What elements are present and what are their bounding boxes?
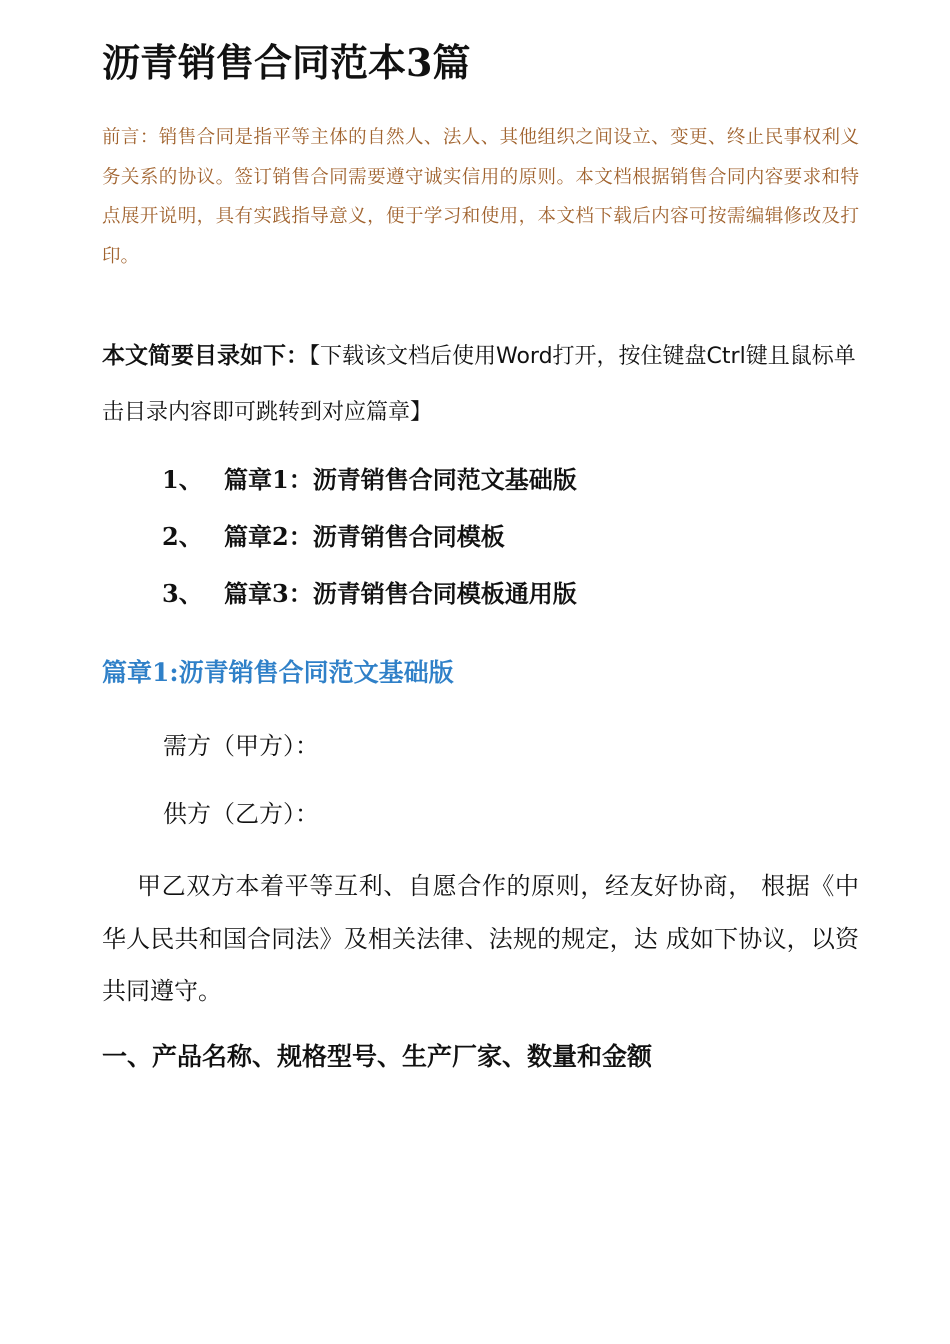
document-title: 沥青销售合同范本3篇 xyxy=(102,40,471,85)
toc-item-2[interactable] xyxy=(162,513,577,570)
toc-item-number: 1、 xyxy=(162,465,203,494)
toc-item-number: 3、 xyxy=(162,579,203,608)
toc-item-1[interactable] xyxy=(162,456,577,513)
table-of-contents xyxy=(162,456,577,627)
section-heading-chapter-1: 篇章1:沥青销售合同范文基础版 xyxy=(102,658,454,687)
toc-intro-lead: 本文简要目录如下： xyxy=(102,343,309,369)
toc-item-number: 2、 xyxy=(162,522,203,551)
intro-paragraph: 甲乙双方本着平等互利、自愿合作的原则，经友好协商， 根据《中华人民共和国合同法》及相关法律、法规的规定，达 成如下协议，以资共同遵守。 xyxy=(102,872,859,1005)
toc-item-label: 篇章2：沥青销售合同模板 xyxy=(224,522,505,551)
toc-intro-note: 【下载该文档后使用Word打开，按住键盘Ctrl键且鼠标单击目录内容即可跳转到对应篇章】 xyxy=(102,344,856,425)
toc-intro xyxy=(102,328,859,441)
clause-1-heading: 一、产品名称、规格型号、生产厂家、数量和金额 xyxy=(102,1042,653,1071)
party-b-field: 供方（乙方）： xyxy=(163,800,319,828)
party-a-field: 需方（甲方）： xyxy=(163,732,319,760)
toc-item-3[interactable] xyxy=(162,570,577,627)
toc-item-label: 篇章3：沥青销售合同模板通用版 xyxy=(224,579,577,608)
preface-paragraph: 前言：销售合同是指平等主体的自然人、法人、其他组织之间设立、变更、终止民事权利义务关系的协议。签订销售合同需要遵守诚实信用的原则。本文档根据销售合同内容要求和特点展开说明，具有实践指导意义，便于学习和使用，本文档下载后内容可按需编辑修改及打印。 xyxy=(102,127,859,267)
toc-item-label: 篇章1：沥青销售合同范文基础版 xyxy=(224,465,577,494)
